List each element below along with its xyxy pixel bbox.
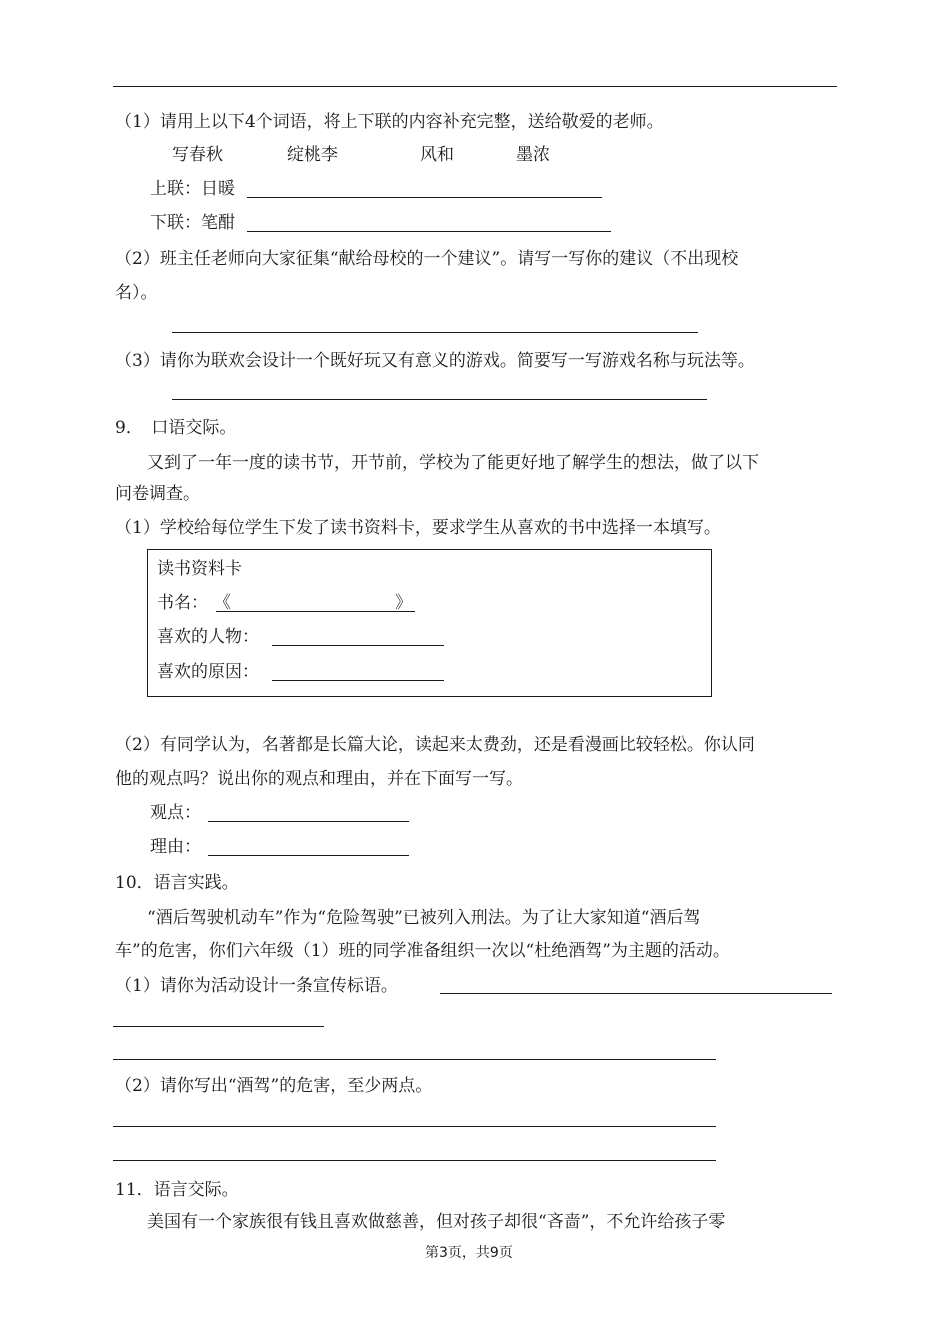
- card-reason-blank[interactable]: [272, 680, 444, 681]
- word-option: 写春秋: [172, 145, 223, 165]
- q8-part2-answer-blank[interactable]: [172, 332, 698, 333]
- q8-part3-prompt: （3）请你为联欢会设计一个既好玩又有意义的游戏。简要写一写游戏名称与玩法等。: [115, 351, 755, 371]
- page-number: 第3页，共9页: [425, 1245, 513, 1261]
- q10-intro-cont: 车”的危害，你们六年级（1）班的同学准备组织一次以“杜绝酒驾”为主题的活动。: [115, 941, 730, 961]
- slogan-blank-cont[interactable]: [113, 1026, 324, 1027]
- q11-intro: 美国有一个家族很有钱且喜欢做慈善，但对孩子却很“吝啬”，不允许给孩子零: [147, 1212, 726, 1232]
- q9-part1-prompt: （1）学校给每位学生下发了读书资料卡，要求学生从喜欢的书中选择一本填写。: [115, 518, 721, 538]
- couplet-lower-blank[interactable]: [247, 231, 611, 232]
- viewpoint-blank[interactable]: [208, 821, 409, 822]
- slogan-blank-line2[interactable]: [113, 1059, 716, 1060]
- q9-intro: 又到了一年一度的读书节，开节前，学校为了能更好地了解学生的想法，做了以下: [147, 453, 759, 473]
- card-book-close-bracket: 》: [395, 593, 412, 613]
- q9-title: 9． 口语交际。: [115, 418, 237, 438]
- couplet-upper-label: 上联：日暖: [150, 179, 235, 199]
- couplet-lower-label: 下联：笔酣: [150, 213, 235, 233]
- q9-intro-cont: 问卷调查。: [115, 484, 200, 504]
- card-character-blank[interactable]: [272, 645, 444, 646]
- q10-part1-prompt: （1）请你为活动设计一条宣传标语。: [115, 976, 398, 996]
- word-option: 风和: [420, 145, 454, 165]
- q10-title: 10．语言实践。: [115, 873, 239, 893]
- reason-blank[interactable]: [208, 855, 409, 856]
- reason-label: 理由：: [150, 837, 201, 857]
- q11-title: 11．语言交际。: [115, 1180, 239, 1200]
- word-option: 绽桃李: [287, 145, 338, 165]
- card-book-name-label: 书名：: [157, 593, 208, 613]
- q8-part1-prompt: （1）请用上以下4个词语，将上下联的内容补充完整，送给敬爱的老师。: [115, 112, 664, 132]
- q10-intro: “酒后驾驶机动车”作为“危险驾驶”已被列入刑法。为了让大家知道“酒后驾: [147, 908, 701, 928]
- card-book-open-bracket: 《: [214, 593, 231, 613]
- card-reason-label: 喜欢的原因：: [157, 662, 259, 682]
- q9-part2-prompt: （2）有同学认为，名著都是长篇大论，读起来太费劲，还是看漫画比较轻松。你认同: [115, 735, 755, 755]
- q8-part3-answer-blank[interactable]: [172, 399, 707, 400]
- hazard-blank-line1[interactable]: [113, 1126, 716, 1127]
- q8-part2-prompt: （2）班主任老师向大家征集“献给母校的一个建议”。请写一写你的建议（不出现校: [115, 249, 739, 269]
- q9-part2-prompt-cont: 他的观点吗？说出你的观点和理由，并在下面写一写。: [115, 769, 523, 789]
- word-option: 墨浓: [516, 145, 550, 165]
- card-title: 读书资料卡: [157, 559, 242, 579]
- slogan-blank[interactable]: [440, 993, 832, 994]
- card-character-label: 喜欢的人物：: [157, 627, 259, 647]
- q10-part2-prompt: （2）请你写出“酒驾”的危害，至少两点。: [115, 1076, 433, 1096]
- card-book-name-blank[interactable]: [216, 611, 415, 612]
- couplet-upper-blank[interactable]: [247, 197, 602, 198]
- header-rule: [113, 86, 837, 87]
- hazard-blank-line2[interactable]: [113, 1160, 716, 1161]
- q8-part2-prompt-cont: 名）。: [115, 283, 158, 303]
- viewpoint-label: 观点：: [150, 803, 201, 823]
